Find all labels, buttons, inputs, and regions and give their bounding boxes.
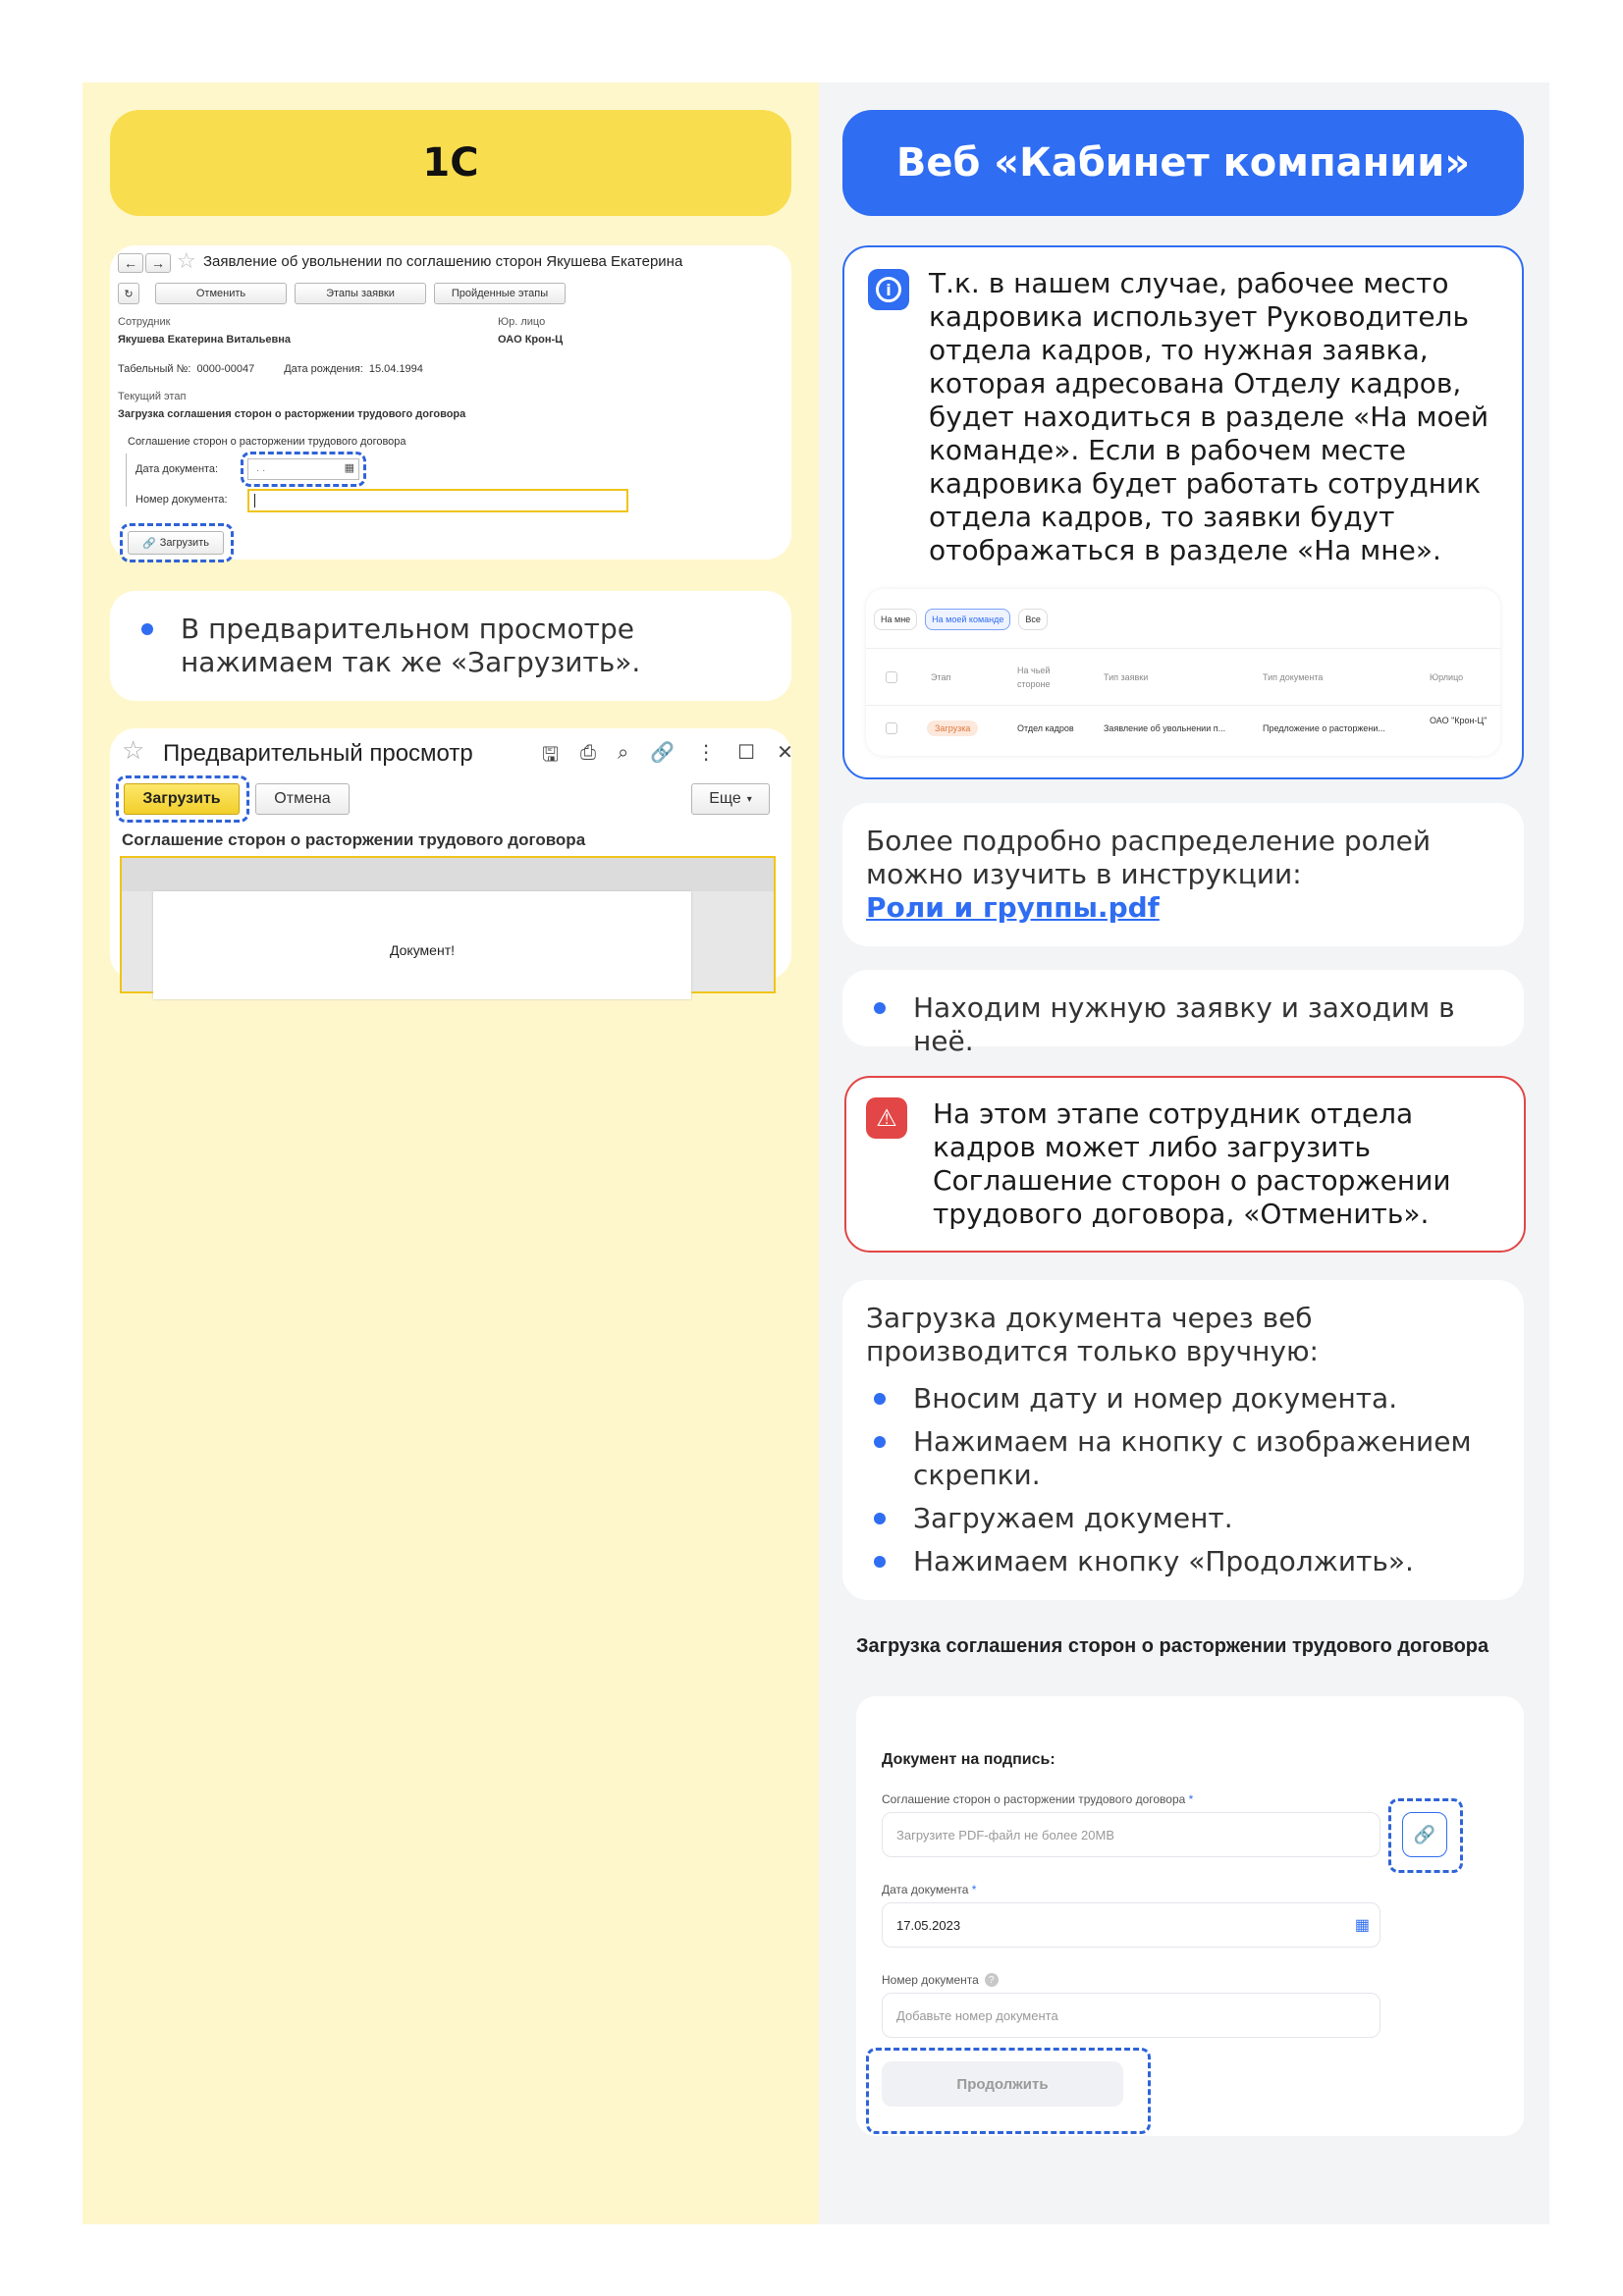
header-1c: 1С: [110, 110, 791, 216]
passed-stages-button[interactable]: Пройденные этапы: [434, 283, 566, 304]
info-text: Т.к. в нашем случае, рабочее место кадровика использует Руководитель отдела кадров, то нужная заявка, которая адресована Отделу кадров, будет находиться в разделе «На моей команде». Если в рабочем месте кадровика будет работать сотрудник отдела кадров, то заявки будут отображаться в разделе «На мне».: [929, 267, 1489, 566]
column-header: Тип документа: [1263, 672, 1324, 682]
onec-note-text: В предварительном просмотре нажимаем так же «Загрузить».: [181, 613, 641, 678]
page: [82, 82, 1549, 2224]
link-icon[interactable]: 🔗: [650, 740, 676, 764]
preview-upload-highlight: [116, 775, 249, 823]
document-frame: [120, 856, 776, 993]
mini-table: [866, 589, 1500, 756]
preview-more-button[interactable]: [691, 783, 770, 815]
checkbox[interactable]: [886, 722, 897, 734]
back-button[interactable]: ←: [118, 253, 143, 273]
stage-badge: Загрузка: [927, 721, 978, 736]
date-label: Дата документа:: [135, 463, 219, 475]
date-input[interactable]: [882, 1902, 1380, 1948]
continue-button[interactable]: Продолжить: [882, 2061, 1123, 2107]
bullet-icon: [874, 1002, 886, 1014]
date-label: Дата документа: [882, 1883, 969, 1896]
onec-note-card: [110, 591, 791, 701]
checkbox[interactable]: [886, 671, 897, 683]
date-highlight: [241, 452, 366, 487]
legal-entity-label: Юр. лицо: [498, 316, 546, 328]
star-icon[interactable]: ☆: [177, 249, 196, 274]
section-title: Документ на подпись:: [882, 1751, 1055, 1768]
roles-card: [842, 803, 1524, 946]
more-vertical-icon[interactable]: ⋮: [696, 740, 717, 764]
current-stage-label: Текущий этап: [118, 391, 187, 402]
paperclip-icon: 🔗: [1413, 1824, 1436, 1845]
table-cell: Предложение о расторжени...: [1263, 723, 1385, 733]
column-header: Этап: [931, 672, 951, 682]
paperclip-icon: 🔗: [142, 537, 156, 550]
find-card: [842, 970, 1524, 1057]
preview-icon[interactable]: ⌕: [618, 740, 629, 764]
number-label: Номер документа:: [135, 494, 228, 506]
web-form-card: [856, 1696, 1524, 2136]
calendar-icon[interactable]: ▦: [1354, 1917, 1370, 1934]
list-item: Загружаем документ.: [874, 1502, 1502, 1535]
number-input[interactable]: Добавьте номер документа: [882, 1993, 1380, 2038]
required-mark: *: [1188, 1792, 1194, 1806]
preview-cancel-button[interactable]: Отмена: [255, 783, 350, 815]
star-icon[interactable]: ☆: [122, 736, 145, 766]
table-cell: Отдел кадров: [1017, 723, 1074, 733]
warning-text: На этом этапе сотрудник отдела кадров может либо загрузить Соглашение сторон о расторжении трудового договора, «Отменить».: [933, 1097, 1451, 1230]
onec-form-title: Заявление об увольнении по соглашению сторон Якушева Екатерина: [203, 253, 683, 270]
column-header: Юрлицо: [1430, 672, 1464, 682]
calendar-icon[interactable]: ▦: [344, 461, 354, 474]
bullet-icon: [141, 623, 153, 635]
bullet-icon: [874, 1393, 886, 1405]
legal-entity-value: ОАО Крон-Ц: [498, 334, 564, 346]
refresh-button[interactable]: [118, 283, 139, 304]
forward-button[interactable]: →: [145, 253, 171, 273]
number-field[interactable]: [247, 489, 628, 512]
preview-title: Предварительный просмотр: [163, 740, 473, 767]
maximize-icon[interactable]: ☐: [737, 740, 756, 764]
roles-text: Более подробно распределение ролей можно изучить в инструкции:: [866, 825, 1432, 890]
header-web: Веб «Кабинет компании»: [842, 110, 1524, 216]
group-border: [126, 454, 127, 507]
onec-form-card: [110, 245, 791, 560]
document-text: Документ!: [390, 942, 455, 958]
number-label: Номер документа: [882, 1973, 979, 1987]
info-icon: i: [868, 269, 909, 310]
refresh-icon: ↻: [124, 288, 134, 300]
preview-doc-title: Соглашение сторон о расторжении трудового договора: [122, 830, 586, 849]
info-card: [842, 245, 1524, 779]
list-item: Нажимаем кнопку «Продолжить».: [874, 1545, 1502, 1578]
continue-highlight: [866, 2048, 1151, 2134]
preview-card: [110, 728, 791, 980]
list-item: Вносим дату и номер документа.: [874, 1382, 1502, 1415]
save-icon[interactable]: 🖫: [542, 742, 560, 766]
personnel-number-value: 0000-00047: [196, 363, 255, 375]
stages-button[interactable]: Этапы заявки: [295, 283, 426, 304]
cancel-request-button[interactable]: Отменить: [155, 283, 287, 304]
required-mark: *: [971, 1883, 977, 1896]
table-cell: ОАО "Крон-Ц": [1430, 716, 1488, 725]
steps-intro: Загрузка документа через веб производится только вручную:: [866, 1302, 1319, 1367]
tab-on-me[interactable]: На мне: [874, 609, 917, 630]
agreement-group-title: Соглашение сторон о расторжении трудового договора: [128, 436, 406, 448]
bullet-icon: [874, 1556, 886, 1568]
personnel-number-label: Табельный №:: [118, 363, 191, 375]
bullet-icon: [874, 1436, 886, 1448]
column-header: Тип заявки: [1104, 672, 1149, 682]
help-icon[interactable]: ?: [985, 1973, 999, 1987]
document-page: [153, 891, 691, 999]
list-item: Нажимаем на кнопку с изображением скрепки.: [874, 1425, 1502, 1492]
warning-icon: ⚠: [866, 1097, 907, 1139]
bullet-icon: [874, 1513, 886, 1524]
column-header: На чьей стороне: [1017, 666, 1051, 689]
date-value: 17.05.2023: [896, 1917, 961, 1933]
roles-link[interactable]: Роли и группы.pdf: [866, 891, 1160, 924]
chevron-down-icon: ▾: [746, 793, 752, 805]
employee-label: Сотрудник: [118, 316, 171, 328]
current-stage-value: Загрузка соглашения сторон о расторжении трудового договора: [118, 408, 466, 420]
file-input[interactable]: Загрузите PDF-файл не более 20MB: [882, 1812, 1380, 1857]
print-icon[interactable]: ⎙: [580, 740, 597, 764]
birth-date-value: 15.04.1994: [368, 363, 423, 375]
file-label: Соглашение сторон о расторжении трудового договора: [882, 1792, 1186, 1806]
birth-date-label: Дата рождения:: [284, 363, 363, 375]
employee-value: Якушева Екатерина Витальевна: [118, 334, 291, 346]
preview-upload-button[interactable]: Загрузить: [124, 783, 240, 815]
tab-my-team[interactable]: На моей команде: [925, 609, 1010, 630]
upload-highlight: [120, 523, 234, 562]
attach-highlight: [1388, 1798, 1463, 1873]
date-field[interactable]: . . ▦: [247, 458, 359, 480]
table-cell: Заявление об увольнении п...: [1104, 723, 1226, 733]
onec-upload-label: Загрузить: [159, 537, 209, 549]
tab-all[interactable]: Все: [1018, 609, 1048, 630]
close-icon[interactable]: ✕: [777, 740, 793, 764]
find-text: Находим нужную заявку и заходим в неё.: [913, 991, 1455, 1057]
more-label: Еще: [709, 790, 741, 807]
steps-card: [842, 1280, 1524, 1600]
web-form-title: Загрузка соглашения сторон о расторжении трудового договора: [856, 1635, 1489, 1657]
warning-card: [844, 1076, 1526, 1253]
